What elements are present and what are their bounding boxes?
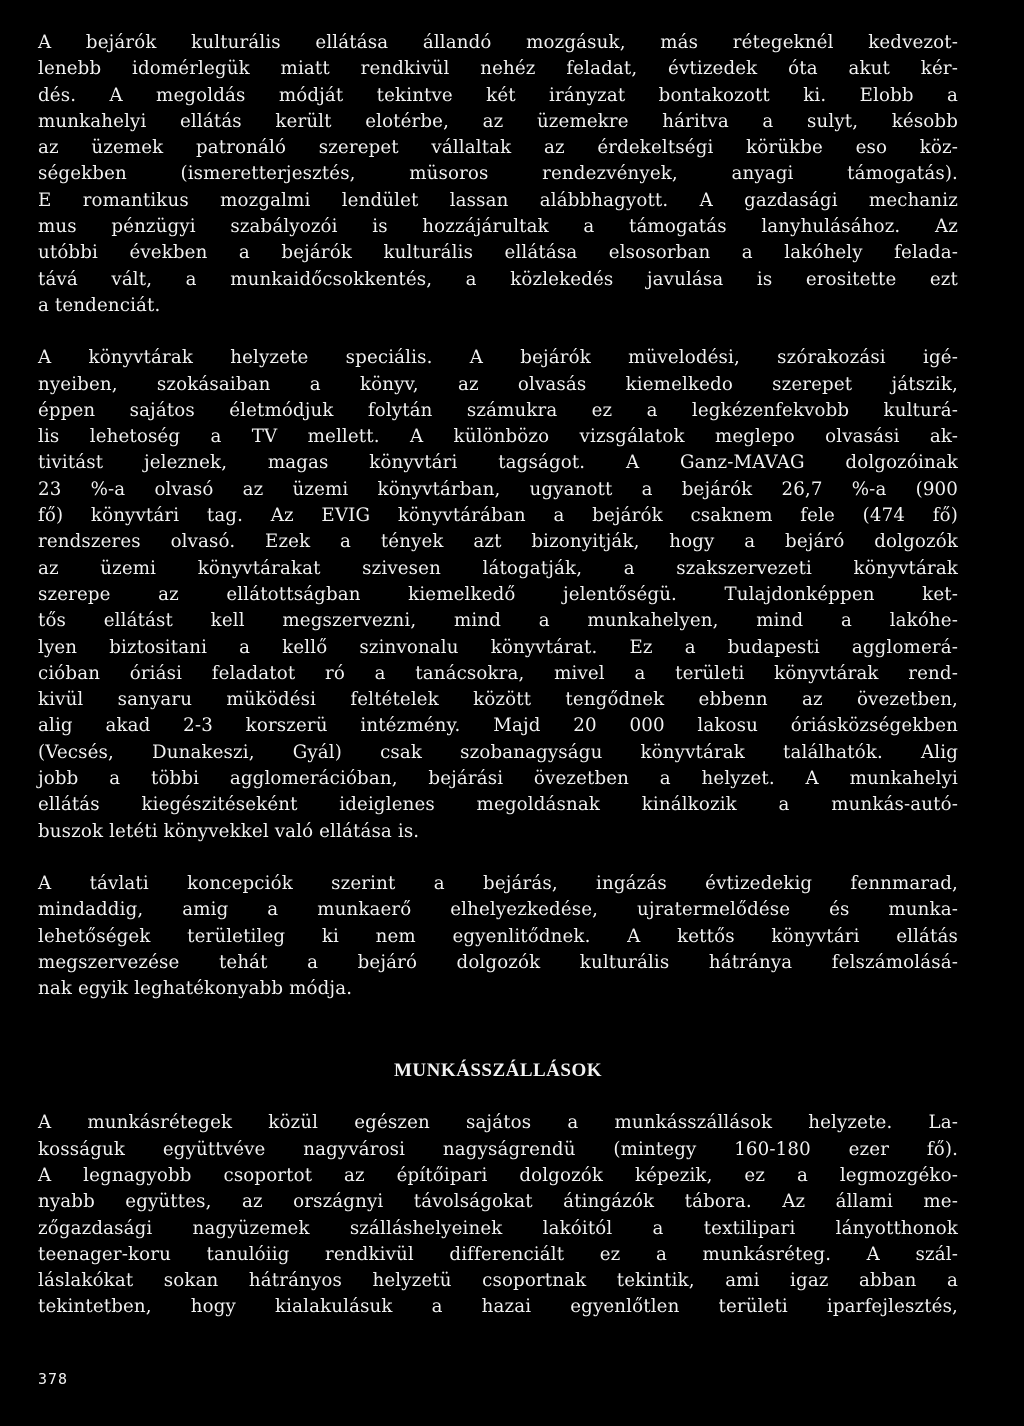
paragraph-gap — [38, 319, 958, 345]
text-line: alig akad 2-3 korszerü intézmény. Majd 20 000 lakosu óriásközségekben — [38, 715, 958, 737]
text-line: munkahelyi ellátás került elotérbe, az üzemekre háritva a sulyt, késobb — [38, 110, 958, 132]
text-line: utóbbi években a bejárók kulturális ellátása elsosorban a lakóhely felada- — [38, 242, 958, 264]
text-line: nak egyik leghatékonyabb módja. — [38, 978, 353, 1000]
text-line: zőgazdasági nagyüzemek szálláshelyeinek lakóitól a textilipari lányotthonok — [38, 1217, 958, 1239]
text-line: kivül sanyaru müködési feltételek között tengődnek ebbenn az övezetben, — [38, 689, 958, 711]
text-line: láslakókat sokan hátrányos helyzetü csoportnak tekintik, ami igaz abban a — [38, 1270, 958, 1292]
text-line: cióban óriási feladatot ró a tanácsokra, mivel a területi könyvtárak rend- — [38, 662, 958, 684]
text-line: nyabb együttes, az országnyi távolságokat átingázók tábora. Az állami me- — [38, 1191, 958, 1213]
text-line: A bejárók kulturális ellátása állandó mozgásuk, más rétegeknél kedvezot- — [38, 32, 958, 53]
text-line: rendszeres olvasó. Ezek a tények azt bizonyitják, hogy a bejáró dolgozók — [38, 531, 958, 553]
text-line: tős ellátást kell megszervezni, mind a munkahelyen, mind a lakóhe- — [38, 610, 958, 632]
section-gap — [38, 1084, 958, 1110]
text-line: teenager-koru tanulóiig rendkivül differenciált ez a munkásréteg. A szál- — [38, 1243, 958, 1265]
text-line: kosságuk együttvéve nagyvárosi nagyságrendü (mintegy 160-180 ezer fő). — [38, 1138, 958, 1160]
section-gap — [38, 1002, 958, 1058]
text-line: lyen biztositani a kellő szinvonalu könyvtárat. Ez a budapesti agglomerá- — [38, 636, 958, 658]
document-page — [38, 30, 958, 1321]
text-line: lis lehetoség a TV mellett. A különbözo vizsgálatok meglepo olvasási ak- — [38, 426, 958, 448]
text-line: buszok letéti könyvekkel való ellátása is. — [38, 820, 420, 842]
text-line: ségekben (ismeretterjesztés, müsoros rendezvények, anyagi támogatás). — [38, 163, 958, 185]
text-line: tivitást jeleznek, magas könyvtári tagságot. A Ganz-MAVAG dolgozóinak — [38, 452, 958, 474]
paragraph-commuter-culture — [38, 30, 958, 319]
text-line: megszervezése tehát a bejáró dolgozók kulturális hátránya felszámolásá- — [38, 951, 958, 973]
text-line: a tendenciát. — [38, 294, 161, 316]
text-line: A munkásrétegek közül egészen sajátos a munkásszállások helyzete. La- — [38, 1112, 958, 1134]
text-line: A távlati koncepciók szerint a bejárás, ingázás évtizedekig fennmarad, — [38, 872, 958, 894]
text-line: tává vált, a munkaidőcsokkentés, a közlekedés javulása is erositette ezt — [38, 268, 958, 290]
text-line: éppen sajátos életmódjuk folytán számukra ez a legkézenfekvobb kulturá- — [38, 399, 958, 421]
text-line: szerepe az ellátottságban kiemelkedő jelentőségü. Tulajdonképpen ket- — [38, 583, 958, 605]
text-line: tekintetben, hogy kialakulásuk a hazai egyenlőtlen területi iparfejlesztés, — [38, 1296, 958, 1318]
text-line: az üzemek patronáló szerepet vállaltak az érdekeltségi körükbe eso köz- — [38, 137, 958, 159]
text-line: lenebb idomérlegük miatt rendkivül nehéz feladat, évtizedek óta akut kér- — [38, 58, 958, 80]
text-line: jobb a többi agglomerációban, bejárási övezetben a helyzet. A munkahelyi — [38, 768, 958, 790]
text-line: ellátás kiegészitéseként ideiglenes megoldásnak kinálkozik a munkás-autó- — [38, 794, 958, 816]
paragraph-long-term — [38, 871, 958, 1002]
paragraph-workers-hostels — [38, 1110, 958, 1320]
text-line: A legnagyobb csoportot az építőipari dolgozók képezik, ez a legmozgéko- — [38, 1164, 958, 1186]
text-line: lehetőségek területileg ki nem egyenlitődnek. A kettős könyvtári ellátás — [38, 925, 958, 947]
text-line: A könyvtárak helyzete speciális. A bejárók müvelodési, szórakozási igé- — [38, 347, 958, 369]
text-line: mus pénzügyi szabályozói is hozzájárultak a támogatás lanyhulásához. Az — [38, 216, 958, 238]
text-line: mindaddig, amig a munkaerő elhelyezkedése, ujratermelődése és munka- — [38, 899, 958, 921]
text-line: az üzemi könyvtárakat szivesen látogatják, a szakszervezeti könyvtárak — [38, 557, 958, 579]
section-heading: MUNKÁSSZÁLLÁSOK — [393, 1060, 603, 1082]
text-line: 23 %-a olvasó az üzemi könyvtárban, ugyanott a bejárók 26,7 %-a (900 — [38, 478, 958, 500]
paragraph-libraries — [38, 345, 958, 845]
text-line: E romantikus mozgalmi lendület lassan alábbhagyott. A gazdasági mechaniz — [38, 189, 958, 211]
text-line: nyeiben, szokásaiban a könyv, az olvasás kiemelkedo szerepet játszik, — [38, 373, 958, 395]
page-number: 378 — [38, 1370, 69, 1388]
text-line: fő) könyvtári tag. Az EVIG könyvtárában a bejárók csaknem fele (474 fő) — [38, 505, 958, 527]
text-line: dés. A megoldás módját tekintve két irányzat bontakozott ki. Elobb a — [38, 84, 958, 106]
paragraph-gap — [38, 845, 958, 871]
text-line: (Vecsés, Dunakeszi, Gyál) csak szobanagyságu könyvtárak találhatók. Alig — [38, 741, 958, 763]
